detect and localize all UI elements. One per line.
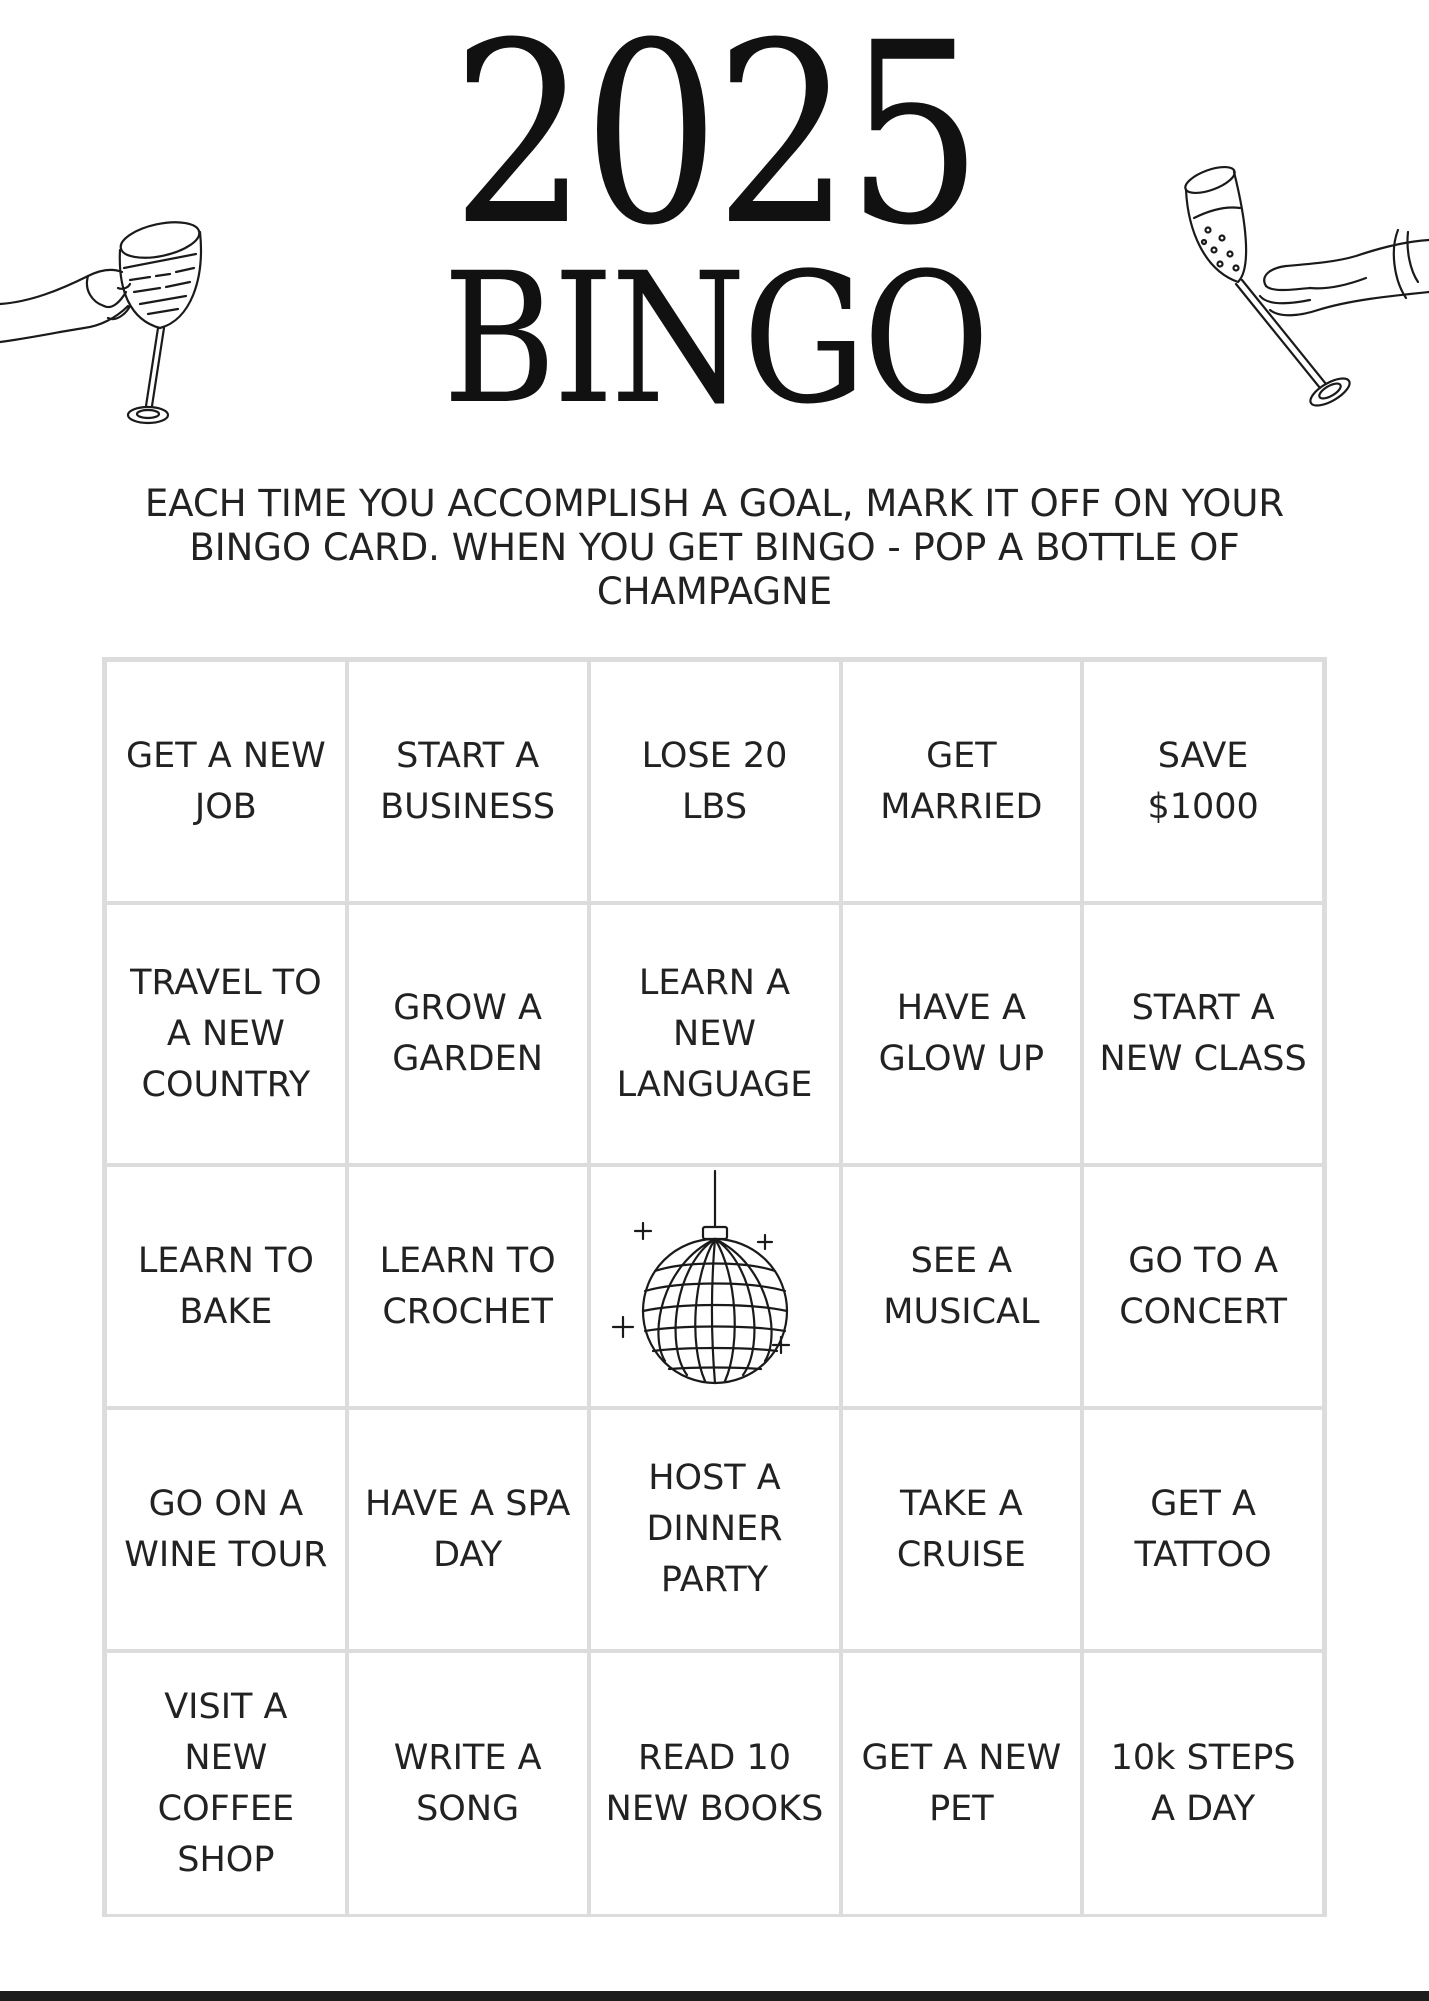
bingo-cell[interactable] <box>589 903 841 1165</box>
bottom-bar <box>0 1991 1429 2001</box>
title-year: 2025 <box>451 0 978 280</box>
bingo-cell[interactable] <box>589 660 841 903</box>
bingo-cell-label: HAVE A SPA DAY <box>364 1483 571 1575</box>
hand-holding-wine-glass-icon <box>0 210 220 440</box>
bingo-cell[interactable] <box>105 660 347 903</box>
bingo-cell[interactable] <box>105 1165 347 1408</box>
bingo-cell[interactable] <box>841 1165 1083 1408</box>
bingo-cell-label: GO TO A CONCERT <box>1119 1240 1288 1332</box>
bingo-cell[interactable] <box>589 1408 841 1651</box>
bingo-cell[interactable] <box>1082 903 1324 1165</box>
bingo-cell-label: LEARN A NEW LANGUAGE <box>616 962 813 1105</box>
bingo-board <box>102 657 1327 1917</box>
bingo-cell-label: HAVE A GLOW UP <box>878 988 1045 1079</box>
bingo-cell[interactable] <box>1082 1651 1324 1916</box>
bingo-cell-label: TRAVEL TO A NEW COUNTRY <box>130 962 322 1105</box>
bingo-cell[interactable] <box>105 903 347 1165</box>
bingo-cell[interactable] <box>1082 1165 1324 1408</box>
bingo-cell[interactable] <box>841 903 1083 1165</box>
bingo-cell[interactable] <box>105 1408 347 1651</box>
bingo-cell-label: START A BUSINESS <box>380 735 556 827</box>
bingo-cell[interactable] <box>1082 660 1324 903</box>
bingo-cell-label: HOST A DINNER PARTY <box>646 1458 783 1600</box>
bingo-free-space[interactable] <box>589 1165 841 1408</box>
disco-ball-icon <box>605 1165 825 1408</box>
bingo-cell-label: GET A TATTOO <box>1134 1483 1272 1575</box>
bingo-cell-label: LEARN TO BAKE <box>137 1240 314 1332</box>
bingo-cell-label: GROW A GARDEN <box>392 988 543 1079</box>
bingo-cell[interactable] <box>105 1651 347 1916</box>
bingo-cell-label: SEE A MUSICAL <box>883 1240 1040 1332</box>
bingo-cell[interactable] <box>347 1408 589 1651</box>
bingo-cell[interactable] <box>347 1165 589 1408</box>
bingo-cell[interactable] <box>347 660 589 903</box>
bingo-cell-label: LOSE 20 LBS <box>641 735 788 827</box>
instructions-text: EACH TIME YOU ACCOMPLISH A GOAL, MARK IT OFF ON YOUR BINGO CARD. WHEN YOU GET BINGO - POP A BOTTLE OF CHAMPAGNE <box>144 482 1285 613</box>
bingo-cell-label: TAKE A CRUISE <box>896 1483 1026 1575</box>
bingo-cell-label: READ 10 NEW BOOKS <box>605 1737 824 1829</box>
bingo-cell-label: GET A NEW PET <box>861 1737 1062 1829</box>
bingo-cell[interactable] <box>841 1408 1083 1651</box>
bingo-cell[interactable] <box>841 1651 1083 1916</box>
bingo-cell[interactable] <box>347 903 589 1165</box>
bingo-cell-label: GO ON A WINE TOUR <box>124 1483 328 1575</box>
bingo-cell[interactable] <box>841 660 1083 903</box>
bingo-cell-label: VISIT A NEW COFFEE SHOP <box>157 1686 295 1880</box>
bingo-cell-label: SAVE $1000 <box>1147 735 1259 827</box>
bingo-cell[interactable] <box>589 1651 841 1916</box>
bingo-cell-label: START A NEW CLASS <box>1099 988 1307 1079</box>
title-word: BINGO <box>442 235 987 444</box>
bingo-cell-label: GET MARRIED <box>880 735 1043 827</box>
bingo-cell-label: GET A NEW JOB <box>126 735 326 827</box>
bingo-cell-label: WRITE A SONG <box>393 1737 542 1829</box>
bingo-cell[interactable] <box>1082 1408 1324 1651</box>
hand-holding-champagne-flute-icon <box>1160 150 1429 420</box>
bingo-cell-label: 10k STEPS A DAY <box>1110 1737 1296 1829</box>
bingo-cell-label: LEARN TO CROCHET <box>379 1240 556 1332</box>
bingo-cell[interactable] <box>347 1651 589 1916</box>
